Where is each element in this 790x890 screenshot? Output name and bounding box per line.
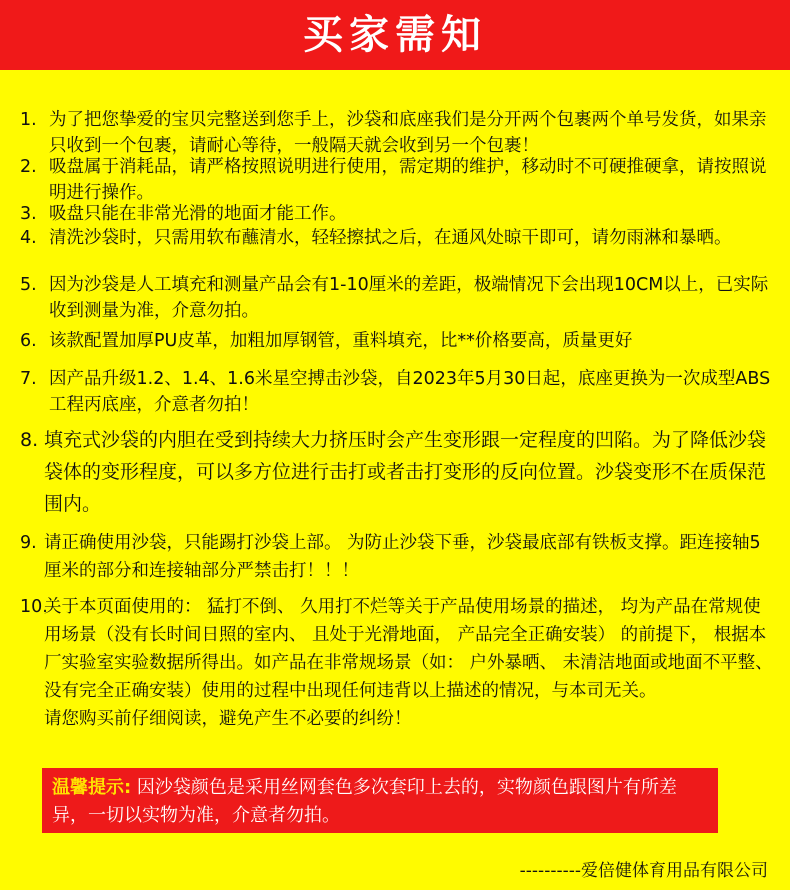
item-text: 关于本页面使用的： 猛打不倒、 久用打不烂等关于产品使用场景的描述， 均为产品在常规使用场景（没有长时间日照的室内、 且处于光滑地面， 产品完全正确安装） 的前提下， 根据本厂实验室实验数据所得出。如产品在非常规场景（如： 户外暴晒、 未清洁地面或地面不平整、 没有完全正确安装）使用的过程中出现任何违背以上描述的情况，与本司无关。 (44, 597, 773, 701)
item-number: 3. (20, 204, 37, 224)
notice-item-10 (20, 593, 775, 733)
item-number: 4. (20, 228, 37, 248)
item-number: 9. (20, 533, 37, 553)
item-text: 为了把您挚爱的宝贝完整送到您手上，沙袋和底座我们是分开两个包裹两个单号发货，如果亲只收到一个包裹，请耐心等待，一般隔天就会收到另一个包裹！ (49, 110, 767, 156)
notice-item-1 (20, 107, 775, 159)
item-text: 吸盘属于消耗品，请严格按照说明进行使用，需定期的维护，移动时不可硬推硬拿，请按照说明进行操作。 (49, 157, 767, 203)
item-number: 5. (20, 275, 37, 295)
item-text: 该款配置加厚PU皮革，加粗加厚钢管，重料填充，比**价格要高，质量更好 (49, 331, 633, 351)
item-text: 因为沙袋是人工填充和测量产品会有1-10厘米的差距，极端情况下会出现10CM以上，已实际收到测量为准，介意勿拍。 (49, 275, 769, 321)
warm-tip-box (42, 768, 718, 833)
item-number: 10. (20, 597, 48, 617)
item-number: 1. (20, 110, 37, 130)
tip-label: 温馨提示: (52, 777, 132, 798)
notice-item-2 (20, 154, 775, 206)
company-signature: ----------爱倍健体育用品有限公司 (519, 861, 768, 881)
page-title: 买家需知 (0, 0, 790, 70)
item-text: 清洗沙袋时，只需用软布蘸清水，轻轻擦拭之后，在通风处晾干即可，请勿雨淋和暴晒。 (49, 228, 732, 248)
notice-item-7 (20, 366, 775, 418)
item-number: 6. (20, 331, 37, 351)
notice-item-5 (20, 272, 775, 324)
item-number: 8. (20, 429, 39, 451)
item-text: 因产品升级1.2、1.4、1.6米星空搏击沙袋，自2023年5月30日起，底座更换为一次成型ABS工程丙底座，介意者勿拍！ (49, 369, 771, 415)
tip-text: 因沙袋颜色是采用丝网套色多次套印上去的，实物颜色跟图片有所差异，一切以实物为准，介意者勿拍。 (52, 777, 677, 826)
item-text: 填充式沙袋的内胆在受到持续大力挤压时会产生变形跟一定程度的凹陷。为了降低沙袋袋体的变形程度，可以多方位进行击打或者击打变形的反向位置。沙袋变形不在质保范围内。 (44, 429, 767, 515)
item-text: 吸盘只能在非常光滑的地面才能工作。 (49, 204, 347, 224)
item-extra-text: 请您购买前仔细阅读，避免产生不必要的纠纷！ (44, 709, 412, 729)
notice-item-9 (20, 529, 775, 585)
notice-item-6 (20, 328, 775, 354)
item-text: 请正确使用沙袋，只能踢打沙袋上部。 为防止沙袋下垂，沙袋最底部有铁板支撑。距连接轴5厘米的部分和连接轴部分严禁击打！！！ (44, 533, 761, 581)
item-number: 2. (20, 157, 37, 177)
notice-item-3 (20, 201, 775, 227)
item-number: 7. (20, 369, 37, 389)
notice-item-4 (20, 225, 775, 251)
notice-item-8 (20, 424, 775, 520)
